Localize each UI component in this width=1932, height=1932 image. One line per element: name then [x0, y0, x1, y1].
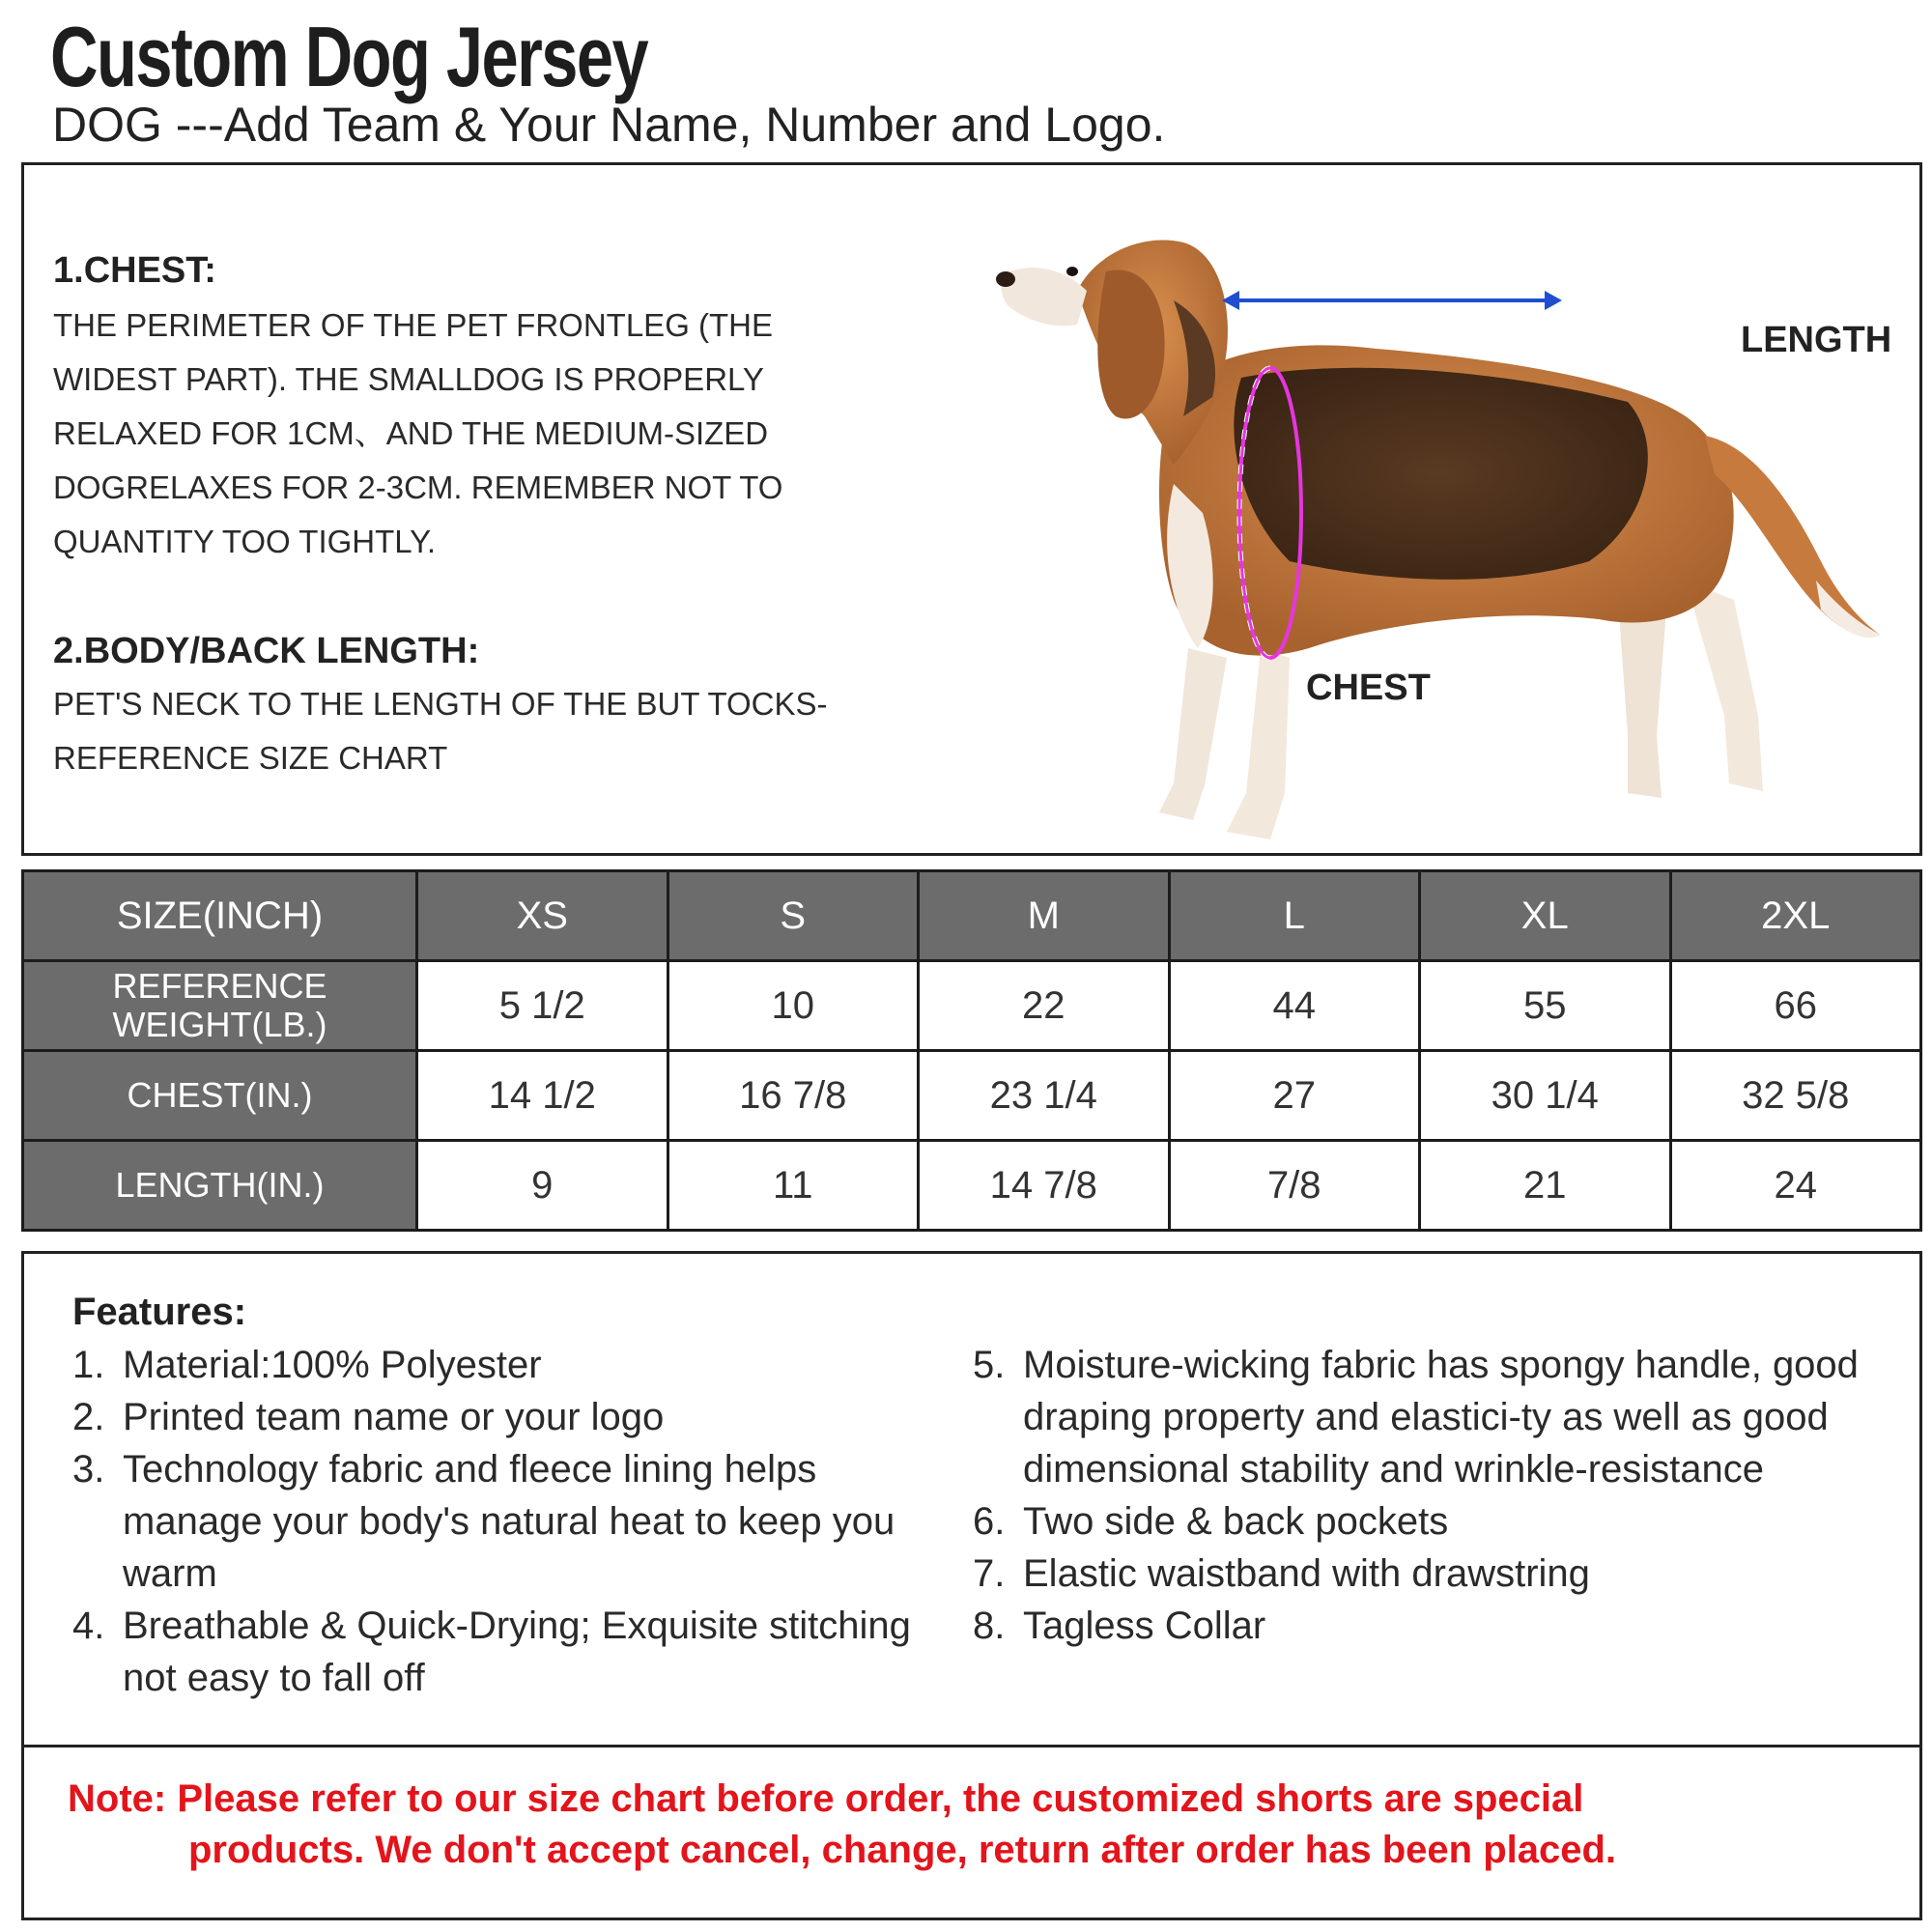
row-label-length: LENGTH(IN.)	[23, 1141, 417, 1231]
size-header-cell: XS	[417, 871, 668, 961]
table-cell: 21	[1420, 1141, 1671, 1231]
table-cell: 32 5/8	[1670, 1051, 1921, 1141]
list-text: Material:100% Polyester	[123, 1344, 542, 1386]
dog-illustration	[952, 194, 1918, 851]
list-item	[72, 1443, 961, 1600]
table-cell: 14 7/8	[919, 1141, 1170, 1231]
features-title: Features:	[72, 1291, 247, 1333]
page-title: Custom Dog Jersey	[50, 9, 648, 104]
chest-heading: 1.CHEST:	[53, 250, 216, 291]
table-row	[23, 1141, 1921, 1231]
list-number: 6.	[973, 1500, 1006, 1543]
divider	[24, 1745, 1919, 1747]
note-line-1: Note: Please refer to our size chart before order, the customized shorts are special	[68, 1777, 1584, 1820]
size-header-row	[23, 871, 1921, 961]
length-heading: 2.BODY/BACK LENGTH:	[53, 631, 480, 671]
page-subtitle: DOG ---Add Team & Your Name, Number and Logo.	[52, 98, 1166, 152]
list-number: 5.	[973, 1344, 1006, 1386]
list-item	[72, 1391, 961, 1443]
list-item	[72, 1339, 961, 1391]
list-text: Tagless Collar	[1023, 1605, 1266, 1647]
list-item	[973, 1339, 1881, 1495]
list-text: Two side & back pockets	[1023, 1500, 1449, 1543]
table-cell: 9	[417, 1141, 668, 1231]
size-chart-table	[21, 869, 1922, 1232]
table-cell: 5 1/2	[417, 961, 668, 1051]
list-number: 1.	[72, 1344, 105, 1386]
list-text: Moisture-wicking fabric has spongy handle, good draping property and elastici-ty as well as good dimensional stability and wrinkle-resistance	[1023, 1344, 1859, 1491]
table-cell: 10	[668, 961, 919, 1051]
table-cell: 66	[1670, 961, 1921, 1051]
length-label: LENGTH	[1741, 320, 1892, 360]
table-cell: 16 7/8	[668, 1051, 919, 1141]
measurement-guide	[21, 162, 1922, 856]
table-row	[23, 961, 1921, 1051]
row-label-weight: REFERENCE WEIGHT(LB.)	[23, 961, 417, 1051]
table-row	[23, 1051, 1921, 1141]
table-cell: 55	[1420, 961, 1671, 1051]
list-number: 3.	[72, 1448, 105, 1491]
list-number: 4.	[72, 1605, 105, 1647]
table-cell: 22	[919, 961, 1170, 1051]
size-header-cell: 2XL	[1670, 871, 1921, 961]
chest-label: CHEST	[1306, 668, 1431, 708]
list-number: 8.	[973, 1605, 1006, 1647]
list-item	[973, 1548, 1881, 1600]
note-line-2: products. We don't accept cancel, change, return after order has been placed.	[188, 1829, 1617, 1871]
table-cell: 44	[1169, 961, 1420, 1051]
table-cell: 27	[1169, 1051, 1420, 1141]
features-list-right	[973, 1339, 1881, 1652]
size-header-cell: M	[919, 871, 1170, 961]
length-arrow	[1222, 291, 1562, 310]
size-header-cell: L	[1169, 871, 1420, 961]
row-label-chest: CHEST(IN.)	[23, 1051, 417, 1141]
list-text: Printed team name or your logo	[123, 1396, 665, 1438]
table-cell: 24	[1670, 1141, 1921, 1231]
list-number: 7.	[973, 1552, 1006, 1595]
list-text: Technology fabric and fleece lining helps manage your body's natural heat to keep you warm	[123, 1448, 895, 1595]
table-cell: 11	[668, 1141, 919, 1231]
list-text: Elastic waistband with drawstring	[1023, 1552, 1590, 1595]
list-item	[973, 1495, 1881, 1548]
table-cell: 14 1/2	[417, 1051, 668, 1141]
list-item	[973, 1600, 1881, 1652]
chest-description: THE PERIMETER OF THE PET FRONTLEG (THE WIDEST PART). THE SMALLDOG IS PROPERLY RELAXED FOR 1CM、AND THE MEDIUM-SIZED DOGRELAXES FOR 2-3CM. REMEMBER NOT TO QUANTITY TOO TIGHTLY.	[53, 307, 783, 559]
order-note	[68, 1774, 1884, 1876]
features-box	[21, 1251, 1922, 1920]
size-header-cell: XL	[1420, 871, 1671, 961]
size-header-cell: SIZE(INCH)	[23, 871, 417, 961]
features-list-left	[72, 1339, 961, 1704]
table-cell: 23 1/4	[919, 1051, 1170, 1141]
list-item	[72, 1600, 961, 1704]
list-number: 2.	[72, 1396, 105, 1438]
length-description: PET'S NECK TO THE LENGTH OF THE BUT TOCKS- REFERENCE SIZE CHART	[53, 686, 828, 776]
size-header-cell: S	[668, 871, 919, 961]
table-cell: 30 1/4	[1420, 1051, 1671, 1141]
list-text: Breathable & Quick-Drying; Exquisite stitching not easy to fall off	[123, 1605, 911, 1699]
table-cell: 7/8	[1169, 1141, 1420, 1231]
